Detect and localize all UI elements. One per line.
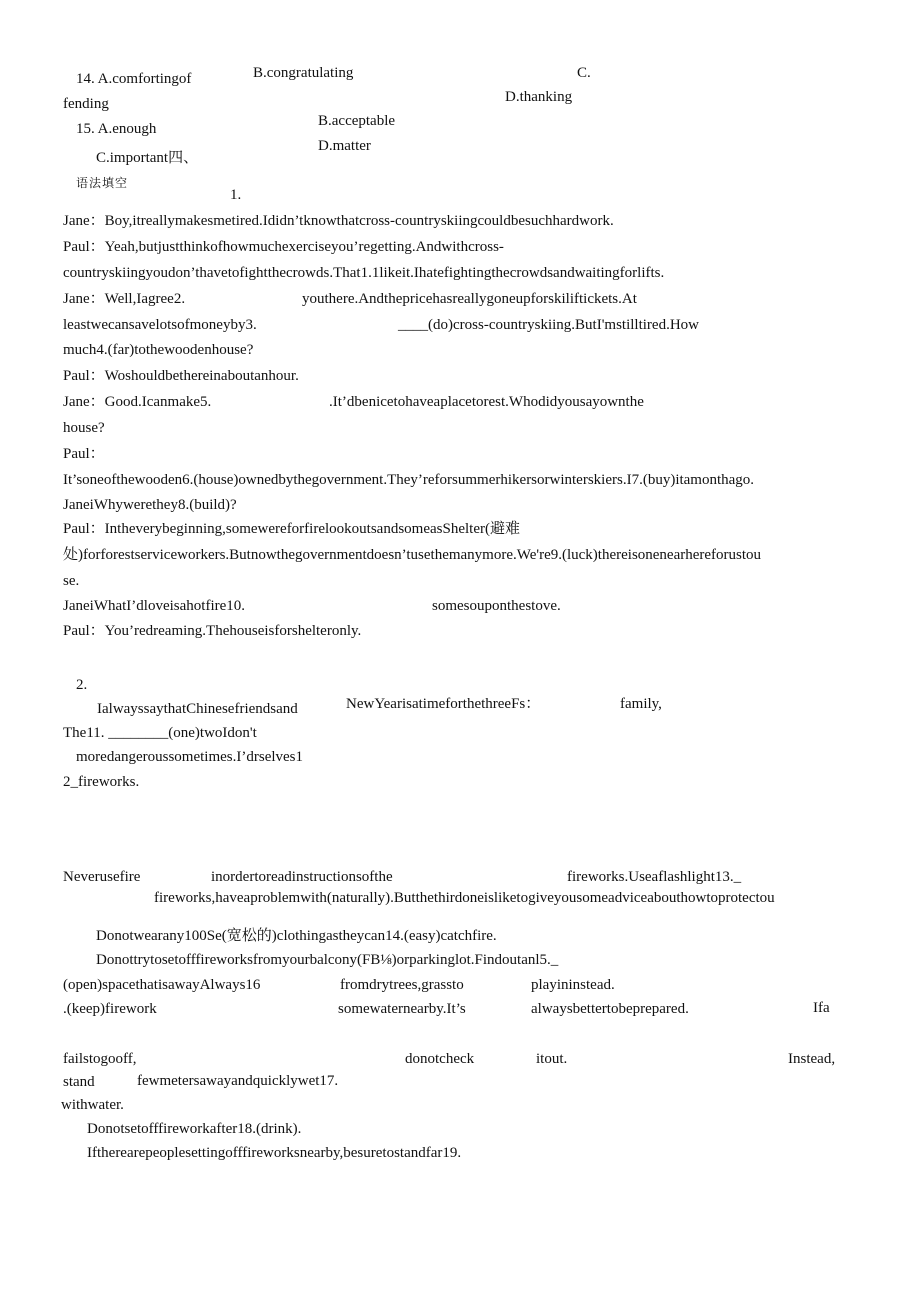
passage1-line: It’soneofthewooden6.(house)ownedbythegovernment.They’reforsummerhikersorwinterskiers.I7.(buy)itamonthago. — [63, 472, 755, 488]
passage2-line: .(keep)firework — [63, 1001, 157, 1017]
passage1-line: JaneiWhywerethey8.(build)? — [63, 497, 237, 513]
passage1-line: somesouponthestove. — [432, 598, 561, 614]
passage2-line: fewmetersawayandquicklywet17. — [137, 1073, 339, 1089]
passage2-line: Iftherearepeoplesettingofffireworksnearby,besuretostandfar19. — [87, 1145, 462, 1161]
q14-option-a: 14. A.comfortingof — [76, 71, 192, 87]
passage1-line: ____(do)cross-countryskiing.ButI'mstilltired.How — [398, 317, 700, 333]
passage2-line: moredangeroussometimes.I’drselves1 — [76, 749, 304, 765]
passage2-line: playininstead. — [531, 977, 615, 993]
passage1-line: countryskiingyoudon’thavetofightthecrowds.That1.1likeit.Ihatefightingthecrowdsandwaitingforlifts. — [63, 265, 665, 281]
q14-option-b: B.congratulating — [253, 65, 354, 81]
passage1-line: Paul：You’redreaming.Thehouseisforshelteronly. — [63, 623, 362, 639]
passage2-line: IalwayssaythatChinesefriendsand — [97, 701, 298, 717]
passage1-line: Jane：Good.Icanmake5. — [63, 394, 212, 410]
passage2-line: somewaternearby.It’s — [338, 1001, 466, 1017]
passage2-line: Instead, — [788, 1051, 836, 1067]
passage2-line: Donottrytosetofffireworksfromyourbalcony(FB⅛)orparkinglot.Findoutanl5._ — [96, 952, 559, 968]
passage1-line: youthere.Andthepricehasreallygoneupforskiliftickets.At — [302, 291, 637, 307]
passage2-line: Ifa — [813, 1000, 830, 1016]
passage1-line: Paul：Woshouldbethereinaboutanhour. — [63, 368, 299, 384]
passage2-line: (open)spacethatisawayAlways16 — [63, 977, 261, 993]
passage1-line: 处)forforestserviceworkers.Butnowthegovernmentdoesn’tusethemanymore.We're9.(luck)thereisonenearhereforustou — [63, 547, 762, 563]
passage1-line: se. — [63, 573, 80, 589]
passage2-line: The11. ________(one)twoIdon't — [63, 725, 257, 741]
passage2-line: Donotsetofffireworkafter18.(drink). — [87, 1121, 302, 1137]
passage2-line: family, — [620, 696, 662, 712]
passage2-line: inordertoreadinstructionsofthe — [211, 869, 393, 885]
passage2-line: fromdrytrees,grassto — [340, 977, 464, 993]
passage2-line: 2_fireworks. — [63, 774, 140, 790]
passage2-line: itout. — [536, 1051, 568, 1067]
passage2-line: stand — [63, 1074, 95, 1090]
passage1-number: 1. — [230, 187, 242, 203]
passage1-line: Paul： — [63, 446, 105, 462]
passage1-line: Jane：Boy,itreallymakesmetired.Ididn’tknowthatcross-countryskiingcouldbesuchhardwork. — [63, 213, 614, 229]
section-title: 语法填空 — [76, 176, 129, 190]
q14-option-a-continued: fending — [63, 96, 109, 112]
passage1-line: Paul：Yeah,butjustthinkofhowmuchexerciseyou’regetting.Andwithcross- — [63, 239, 504, 255]
passage2-line: Neverusefire — [63, 869, 141, 885]
passage1-line: leastwecansavelotsofmoneyby3. — [63, 317, 257, 333]
passage2-line: donotcheck — [405, 1051, 475, 1067]
passage1-line: much4.(far)tothewoodenhouse? — [63, 342, 254, 358]
q15-option-a: 15. A.enough — [76, 121, 157, 137]
passage1-line: Jane：Well,Iagree2. — [63, 291, 186, 307]
q15-option-b: B.acceptable — [318, 113, 396, 129]
passage2-line: fireworks.Useaflashlight13._ — [567, 869, 742, 885]
passage2-line: fireworks,haveaproblemwith(naturally).Butthethirdoneisliketogiveyousomeadviceabouthowtoprotectou — [154, 890, 775, 906]
passage2-line: Donotwearany100Se(宽松的)clothingastheycan14.(easy)catchfire. — [96, 928, 497, 944]
passage2-line: withwater. — [61, 1097, 124, 1113]
q15-option-d: D.matter — [318, 138, 371, 154]
passage2-number: 2. — [76, 677, 88, 693]
passage1-line: JaneiWhatI’dloveisahotfire10. — [63, 598, 246, 614]
passage1-line: .It’dbenicetohaveaplacetorest.Whodidyousayownthe — [329, 394, 644, 410]
passage1-line: Paul：Intheverybeginning,somewereforfirelookoutsandsomeasShelter(避难 — [63, 521, 520, 537]
q14-option-d: D.thanking — [505, 89, 573, 105]
passage1-line: house? — [63, 420, 105, 436]
passage2-line: failstogooff, — [63, 1051, 137, 1067]
q14-option-c: C. — [577, 65, 591, 81]
q15-option-c: C.important四、 — [96, 150, 199, 166]
passage2-line: NewYearisatimeforthethreeFs： — [346, 696, 541, 712]
passage2-line: alwaysbettertobeprepared. — [531, 1001, 689, 1017]
